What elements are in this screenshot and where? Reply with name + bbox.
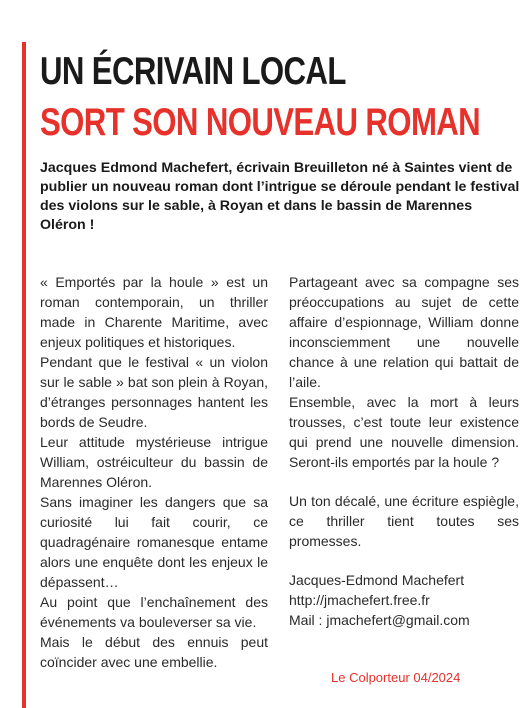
author-name: Jacques-Edmond Machefert (289, 572, 465, 588)
paragraph: Au point que l’enchaînement des événements va bouleverser sa vie. (40, 594, 268, 630)
author-website-link[interactable]: http://jmachefert.free.fr (289, 592, 430, 608)
publication-credit: Le Colporteur 04/2024 (331, 670, 461, 685)
author-contact (289, 570, 519, 630)
headline-line-2: SORT SON NOUVEAU ROMAN (40, 101, 481, 144)
left-column (40, 272, 268, 672)
paragraph: Partageant avec sa compagne ses préoccupations au sujet de cette affaire d’espionnage, William donne inconsciemment une nouvelle chance à une relation qui battait de l’aile. (289, 274, 519, 390)
author-email[interactable]: Mail : jmachefert@gmail.com (289, 612, 470, 628)
lede-paragraph: Jacques Edmond Machefert, écrivain Breuilleton né à Saintes vient de publier un nouveau roman dont l’intrigue se déroule pendant le festival des violons sur le sable, à Royan et dans le bassin de Marennes Oléron ! (40, 160, 520, 233)
paragraph: Pendant que le festival « un violon sur le sable » bat son plein à Royan, d’étranges personnages hantent les bords de Seudre. (40, 354, 268, 430)
paragraph: Sans imaginer les dangers que sa curiosité lui fait courir, ce quadragénaire romanesque entame alors une enquête dont les enjeux le dépassent… (40, 494, 268, 590)
paragraph: Mais le début des ennuis peut coïncider avec une embellie. (40, 634, 268, 670)
headline-line-1: UN ÉCRIVAIN LOCAL (40, 50, 346, 93)
paragraph: Ensemble, avec la mort à leurs trousses, c’est toute leur existence qui prend une nouvelle dimension. Seront-ils emportés par la houle ? (289, 394, 519, 470)
paragraph: Leur attitude mystérieuse intrigue William, ostréiculteur du bassin de Marennes Oléron. (40, 434, 268, 490)
accent-bar (22, 42, 26, 708)
paragraph: Un ton décalé, une écriture espiègle, ce thriller tient toutes ses promesses. (289, 493, 519, 549)
right-column (289, 272, 519, 630)
paragraph: « Emportés par la houle » est un roman contemporain, un thriller made in Charente Maritime, avec enjeux politiques et historiques. (40, 274, 268, 350)
